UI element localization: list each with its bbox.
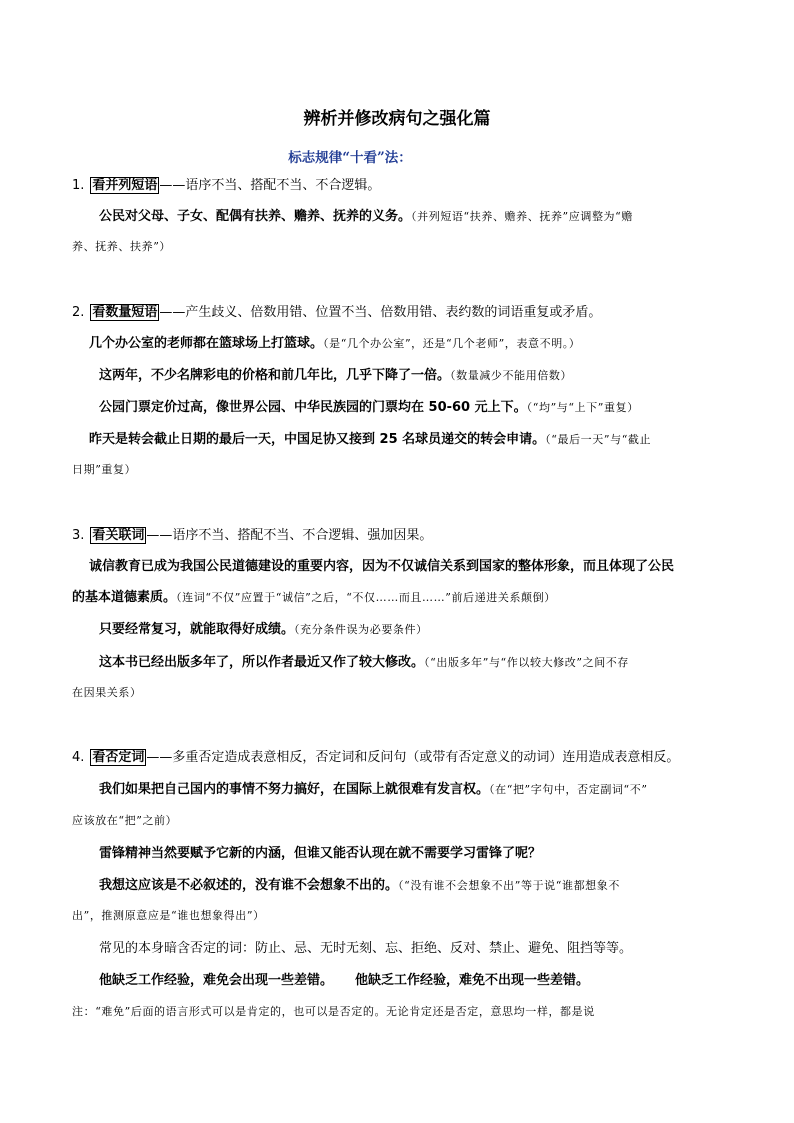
example-pair-line [99,972,734,990]
final-note-line [72,1003,732,1021]
example-sentence: 这本书已经出版多年了，所以作者最近又作了较大修改。 [99,655,425,670]
example-line [99,367,734,385]
example-note: 养、抚养、扶养”） [72,240,172,253]
example-note: （“最后一天”与“截止 [545,433,652,446]
example-sentence: 公民对父母、子女、配偶有扶养、赡养、抚养的义务。 [99,209,412,224]
section-2-heading [72,304,732,322]
example-note: 出”，推测原意应是“谁也想象得出”） [72,909,265,922]
example-line [89,558,734,576]
example-line [99,654,734,672]
example-sentence: 这两年，不少名牌彩电的价格和前几年比，几乎下降了一倍。 [99,368,451,383]
example-line-cont [72,684,732,702]
section-number: 2. [72,305,85,320]
example-note: （连词“不仅”应置于“诚信”之后，“不仅……而且……”前后递进关系颠倒） [176,591,556,604]
example-line [99,208,734,226]
example-line-cont [72,812,732,830]
example-line [89,431,734,449]
example-line [99,845,734,863]
section-description: ——语序不当、搭配不当、不合逻辑。 [159,178,381,193]
example-sentence: 昨天是转会截止日期的最后一天，中国足协又接到 25 名球员递交的转会申请。 [89,432,546,447]
section-number: 1. [72,178,85,193]
page-title: 辨析并修改病句之强化篇 [303,109,491,129]
example-note: （并列短语“扶养、赡养、抚养”应调整为“赡 [411,210,633,223]
section-number: 4. [72,750,85,765]
section-3-heading [72,527,732,545]
section-number: 3. [72,528,85,543]
example-line [99,621,734,639]
section-description: ——语序不当、搭配不当、不合逻辑、强加因果。 [146,528,433,543]
example-line [99,877,734,895]
example-note: （“没有谁不会想象不出”等于说“谁都想象不 [398,879,620,892]
example-sentence-a: 他缺乏工作经验，难免会出现一些差错。 [99,973,334,988]
page-subtitle: 标志规律“十看”法： [288,150,412,166]
example-note: 应该放在“把”之前） [72,814,178,827]
example-sentence: 诚信教育已成为我国公民道德建设的重要内容，因为不仅诚信关系到国家的整体形象，而且体现了公民 [89,559,675,574]
example-sentence: 几个办公室的老师都在篮球场上打篮球。 [89,336,324,351]
example-sentence: 我想这应该是不必叙述的，没有谁不会想象不出的。 [99,878,399,893]
example-line-cont [72,238,732,256]
example-note: 在因果关系） [72,686,142,699]
example-sentence: 只要经常复习，就能取得好成绩。 [99,622,295,637]
example-line [89,335,734,353]
example-sentence: 的基本道德素质。 [72,590,177,605]
example-line [99,781,734,799]
example-line [99,399,734,417]
example-note: （数量减少不能用倍数） [450,369,573,382]
common-words-line [99,940,734,958]
example-note: （“出版多年”与“作以较大修改”之间不存 [424,656,630,669]
section-description: ——产生歧义、倍数用错、位置不当、倍数用错、表约数的词语重复或矛盾。 [159,305,602,320]
section-description: ——多重否定造成表意相反，否定词和反问句（或带有否定意义的动词）连用造成表意相反。 [146,750,680,765]
common-words-text: 常见的本身暗含否定的词：防止、忌、无时无刻、忘、拒绝、反对、禁止、避免、阻挡等等。 [99,941,633,956]
example-sentence-b: 他缺乏工作经验，难免不出现一些差错。 [355,973,590,988]
example-sentence: 公园门票定价过高，像世界公园、中华民族园的门票均在 50-60 元上下。 [99,400,527,415]
section-label-box: 看关联词 [92,528,145,543]
example-sentence: 雷锋精神当然要赋予它新的内涵，但谁又能否认现在就不需要学习雷锋了呢？ [99,846,542,861]
example-note: （“均”与“上下”重复） [526,401,639,414]
section-label-box: 看并列短语 [92,178,158,193]
final-note-text: 注：“难免”后面的语言形式可以是肯定的，也可以是否定的。无论肯定还是否定，意思均一样，都是说 [72,1005,595,1018]
section-4-heading [72,749,732,767]
example-note: （是“几个办公室”，还是“几个老师”，表意不明。） [323,337,581,350]
example-line-cont [72,461,732,479]
example-line-cont [72,589,732,607]
example-note: （充分条件误为必要条件） [294,623,428,636]
section-label-box: 看否定词 [92,750,145,765]
example-line-cont [72,907,732,925]
section-1-heading [72,177,732,195]
example-note: （在“把”字句中，否定副词“不” [489,783,648,796]
example-sentence: 我们如果把自己国内的事情不努力搞好，在国际上就很难有发言权。 [99,782,490,797]
section-label-box: 看数量短语 [92,305,158,320]
example-note: 日期”重复） [72,463,137,476]
